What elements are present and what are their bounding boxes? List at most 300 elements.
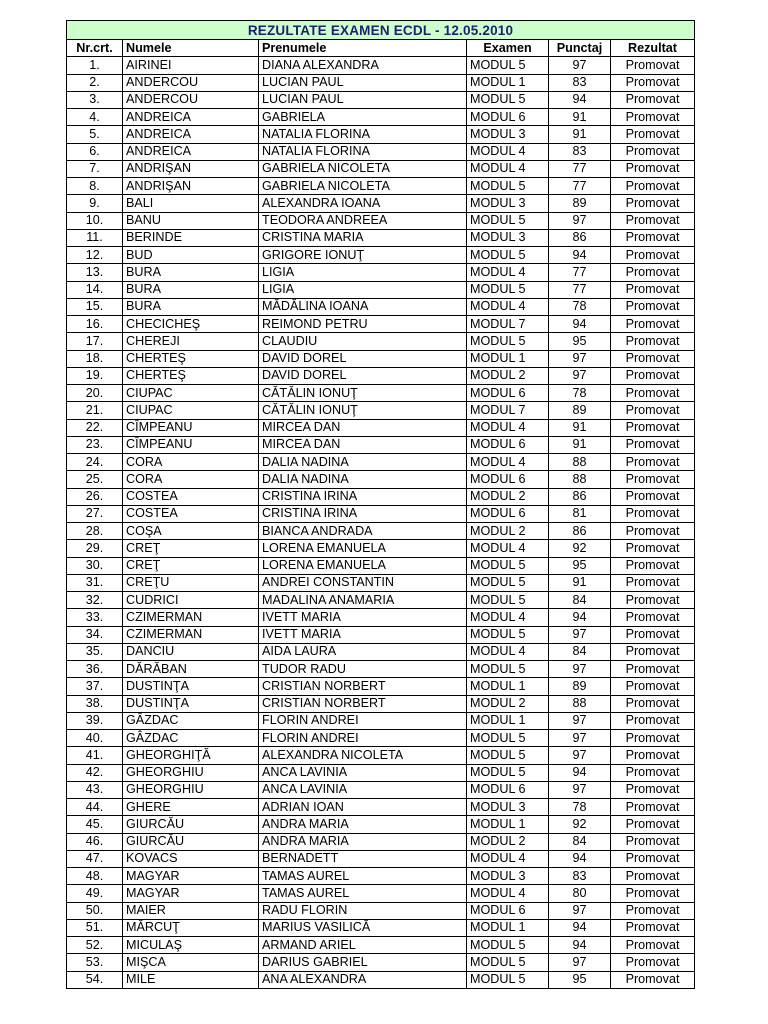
surname-cell: CÎMPEANU xyxy=(123,419,259,436)
table-row xyxy=(67,436,695,453)
score-cell: 86 xyxy=(549,229,611,246)
result-cell: Promovat xyxy=(611,505,695,522)
surname-cell: BERINDE xyxy=(123,229,259,246)
table-row xyxy=(67,316,695,333)
firstname-cell: GRIGORE IONUŢ xyxy=(259,247,467,264)
firstname-cell: LUCIAN PAUL xyxy=(259,74,467,91)
exam-cell: MODUL 4 xyxy=(467,643,549,660)
result-cell: Promovat xyxy=(611,91,695,108)
row-number-cell: 31. xyxy=(67,574,123,591)
table-row xyxy=(67,74,695,91)
score-cell: 97 xyxy=(549,781,611,798)
surname-cell: DUSTINŢA xyxy=(123,695,259,712)
score-cell: 94 xyxy=(549,91,611,108)
firstname-cell: ANDREI CONSTANTIN xyxy=(259,574,467,591)
surname-cell: MAIER xyxy=(123,902,259,919)
table-row xyxy=(67,471,695,488)
row-number-cell: 7. xyxy=(67,160,123,177)
firstname-cell: TAMAS AUREL xyxy=(259,868,467,885)
score-cell: 89 xyxy=(549,195,611,212)
result-cell: Promovat xyxy=(611,264,695,281)
firstname-cell: NATALIA FLORINA xyxy=(259,126,467,143)
exam-cell: MODUL 4 xyxy=(467,454,549,471)
row-number-cell: 18. xyxy=(67,350,123,367)
exam-cell: MODUL 7 xyxy=(467,402,549,419)
score-cell: 97 xyxy=(549,954,611,971)
firstname-cell: MĂDĂLINA IOANA xyxy=(259,298,467,315)
score-cell: 81 xyxy=(549,505,611,522)
exam-cell: MODUL 5 xyxy=(467,281,549,298)
score-cell: 77 xyxy=(549,160,611,177)
exam-cell: MODUL 4 xyxy=(467,885,549,902)
firstname-cell: ARMAND ARIEL xyxy=(259,937,467,954)
firstname-cell: AIDA LAURA xyxy=(259,643,467,660)
result-cell: Promovat xyxy=(611,247,695,264)
score-cell: 78 xyxy=(549,385,611,402)
surname-cell: CREŢ xyxy=(123,557,259,574)
score-cell: 91 xyxy=(549,436,611,453)
score-cell: 84 xyxy=(549,643,611,660)
row-number-cell: 9. xyxy=(67,195,123,212)
surname-cell: CHERTEŞ xyxy=(123,350,259,367)
result-cell: Promovat xyxy=(611,574,695,591)
firstname-cell: CRISTIAN NORBERT xyxy=(259,678,467,695)
table-row xyxy=(67,195,695,212)
results-sheet xyxy=(66,20,694,989)
score-cell: 92 xyxy=(549,540,611,557)
table-row xyxy=(67,937,695,954)
table-row xyxy=(67,626,695,643)
result-cell: Promovat xyxy=(611,540,695,557)
table-row xyxy=(67,454,695,471)
result-cell: Promovat xyxy=(611,695,695,712)
exam-cell: MODUL 5 xyxy=(467,971,549,988)
exam-cell: MODUL 3 xyxy=(467,126,549,143)
table-row xyxy=(67,212,695,229)
exam-cell: MODUL 3 xyxy=(467,868,549,885)
firstname-cell: MIRCEA DAN xyxy=(259,419,467,436)
results-table xyxy=(66,20,695,989)
result-cell: Promovat xyxy=(611,885,695,902)
result-cell: Promovat xyxy=(611,74,695,91)
table-row xyxy=(67,764,695,781)
exam-cell: MODUL 5 xyxy=(467,661,549,678)
row-number-cell: 24. xyxy=(67,454,123,471)
score-cell: 86 xyxy=(549,523,611,540)
exam-cell: MODUL 2 xyxy=(467,367,549,384)
exam-cell: MODUL 3 xyxy=(467,799,549,816)
exam-cell: MODUL 6 xyxy=(467,505,549,522)
score-cell: 97 xyxy=(549,626,611,643)
result-cell: Promovat xyxy=(611,298,695,315)
surname-cell: BURA xyxy=(123,298,259,315)
firstname-cell: CĂTĂLIN IONUŢ xyxy=(259,385,467,402)
row-number-cell: 22. xyxy=(67,419,123,436)
table-row xyxy=(67,799,695,816)
firstname-cell: CRISTINA MARIA xyxy=(259,229,467,246)
score-cell: 83 xyxy=(549,74,611,91)
result-cell: Promovat xyxy=(611,833,695,850)
score-cell: 88 xyxy=(549,695,611,712)
table-row xyxy=(67,402,695,419)
surname-cell: CHECICHEŞ xyxy=(123,316,259,333)
table-row xyxy=(67,643,695,660)
row-number-cell: 14. xyxy=(67,281,123,298)
exam-cell: MODUL 4 xyxy=(467,540,549,557)
result-cell: Promovat xyxy=(611,557,695,574)
result-cell: Promovat xyxy=(611,436,695,453)
firstname-cell: ADRIAN IOAN xyxy=(259,799,467,816)
row-number-cell: 5. xyxy=(67,126,123,143)
row-number-cell: 8. xyxy=(67,178,123,195)
firstname-cell: LIGIA xyxy=(259,281,467,298)
surname-cell: GHERE xyxy=(123,799,259,816)
surname-cell: ANDERCOU xyxy=(123,91,259,108)
surname-cell: CUDRICI xyxy=(123,592,259,609)
table-row xyxy=(67,281,695,298)
firstname-cell: CRISTINA IRINA xyxy=(259,505,467,522)
table-row xyxy=(67,678,695,695)
score-cell: 84 xyxy=(549,592,611,609)
firstname-cell: CRISTIAN NORBERT xyxy=(259,695,467,712)
score-cell: 77 xyxy=(549,264,611,281)
firstname-cell: ANDRA MARIA xyxy=(259,816,467,833)
table-row xyxy=(67,143,695,160)
firstname-cell: ANCA LAVINIA xyxy=(259,764,467,781)
exam-cell: MODUL 4 xyxy=(467,419,549,436)
score-cell: 94 xyxy=(549,937,611,954)
surname-cell: DĂRĂBAN xyxy=(123,661,259,678)
exam-cell: MODUL 6 xyxy=(467,385,549,402)
score-cell: 91 xyxy=(549,574,611,591)
header-punctaj: Punctaj xyxy=(549,40,611,57)
exam-cell: MODUL 5 xyxy=(467,730,549,747)
firstname-cell: TAMAS AUREL xyxy=(259,885,467,902)
row-number-cell: 21. xyxy=(67,402,123,419)
result-cell: Promovat xyxy=(611,902,695,919)
table-row xyxy=(67,833,695,850)
row-number-cell: 42. xyxy=(67,764,123,781)
exam-cell: MODUL 6 xyxy=(467,781,549,798)
exam-cell: MODUL 1 xyxy=(467,816,549,833)
row-number-cell: 17. xyxy=(67,333,123,350)
score-cell: 84 xyxy=(549,833,611,850)
firstname-cell: IVETT MARIA xyxy=(259,609,467,626)
table-row xyxy=(67,385,695,402)
row-number-cell: 48. xyxy=(67,868,123,885)
table-row xyxy=(67,695,695,712)
firstname-cell: FLORIN ANDREI xyxy=(259,730,467,747)
row-number-cell: 41. xyxy=(67,747,123,764)
firstname-cell: DAVID DOREL xyxy=(259,350,467,367)
exam-cell: MODUL 5 xyxy=(467,747,549,764)
row-number-cell: 34. xyxy=(67,626,123,643)
exam-cell: MODUL 5 xyxy=(467,937,549,954)
row-number-cell: 32. xyxy=(67,592,123,609)
firstname-cell: ANCA LAVINIA xyxy=(259,781,467,798)
score-cell: 89 xyxy=(549,402,611,419)
header-rezultat: Rezultat xyxy=(611,40,695,57)
row-number-cell: 19. xyxy=(67,367,123,384)
exam-cell: MODUL 4 xyxy=(467,609,549,626)
result-cell: Promovat xyxy=(611,178,695,195)
row-number-cell: 2. xyxy=(67,74,123,91)
row-number-cell: 53. xyxy=(67,954,123,971)
firstname-cell: LORENA EMANUELA xyxy=(259,540,467,557)
row-number-cell: 16. xyxy=(67,316,123,333)
surname-cell: MILE xyxy=(123,971,259,988)
surname-cell: CIUPAC xyxy=(123,402,259,419)
surname-cell: CÎMPEANU xyxy=(123,436,259,453)
score-cell: 94 xyxy=(549,609,611,626)
exam-cell: MODUL 6 xyxy=(467,436,549,453)
firstname-cell: IVETT MARIA xyxy=(259,626,467,643)
result-cell: Promovat xyxy=(611,764,695,781)
score-cell: 97 xyxy=(549,730,611,747)
firstname-cell: GABRIELA NICOLETA xyxy=(259,178,467,195)
exam-cell: MODUL 1 xyxy=(467,74,549,91)
result-cell: Promovat xyxy=(611,850,695,867)
row-number-cell: 52. xyxy=(67,937,123,954)
firstname-cell: ANDRA MARIA xyxy=(259,833,467,850)
exam-cell: MODUL 2 xyxy=(467,488,549,505)
score-cell: 77 xyxy=(549,281,611,298)
result-cell: Promovat xyxy=(611,643,695,660)
surname-cell: DUSTINŢA xyxy=(123,678,259,695)
result-cell: Promovat xyxy=(611,229,695,246)
table-row xyxy=(67,730,695,747)
result-cell: Promovat xyxy=(611,333,695,350)
firstname-cell: TUDOR RADU xyxy=(259,661,467,678)
surname-cell: CHEREJI xyxy=(123,333,259,350)
table-row xyxy=(67,971,695,988)
result-cell: Promovat xyxy=(611,609,695,626)
row-number-cell: 45. xyxy=(67,816,123,833)
result-cell: Promovat xyxy=(611,419,695,436)
surname-cell: COŞA xyxy=(123,523,259,540)
header-nr: Nr.crt. xyxy=(67,40,123,57)
surname-cell: CORA xyxy=(123,471,259,488)
row-number-cell: 3. xyxy=(67,91,123,108)
surname-cell: BALI xyxy=(123,195,259,212)
score-cell: 97 xyxy=(549,661,611,678)
table-row xyxy=(67,574,695,591)
row-number-cell: 11. xyxy=(67,229,123,246)
table-row xyxy=(67,919,695,936)
title-row xyxy=(67,21,695,40)
row-number-cell: 30. xyxy=(67,557,123,574)
surname-cell: CREŢU xyxy=(123,574,259,591)
table-title: REZULTATE EXAMEN ECDL - 12.05.2010 xyxy=(67,21,695,40)
score-cell: 86 xyxy=(549,488,611,505)
surname-cell: COSTEA xyxy=(123,488,259,505)
header-prenumele: Prenumele xyxy=(259,40,467,57)
row-number-cell: 46. xyxy=(67,833,123,850)
row-number-cell: 33. xyxy=(67,609,123,626)
result-cell: Promovat xyxy=(611,592,695,609)
firstname-cell: ALEXANDRA IOANA xyxy=(259,195,467,212)
score-cell: 78 xyxy=(549,799,611,816)
score-cell: 78 xyxy=(549,298,611,315)
exam-cell: MODUL 5 xyxy=(467,626,549,643)
score-cell: 97 xyxy=(549,57,611,74)
exam-cell: MODUL 2 xyxy=(467,833,549,850)
firstname-cell: MIRCEA DAN xyxy=(259,436,467,453)
exam-cell: MODUL 3 xyxy=(467,229,549,246)
surname-cell: ANDERCOU xyxy=(123,74,259,91)
firstname-cell: DALIA NADINA xyxy=(259,454,467,471)
exam-cell: MODUL 5 xyxy=(467,247,549,264)
table-body xyxy=(67,57,695,989)
score-cell: 94 xyxy=(549,764,611,781)
score-cell: 95 xyxy=(549,557,611,574)
table-row xyxy=(67,57,695,74)
firstname-cell: ANA ALEXANDRA xyxy=(259,971,467,988)
table-row xyxy=(67,419,695,436)
header-numele: Numele xyxy=(123,40,259,57)
result-cell: Promovat xyxy=(611,350,695,367)
result-cell: Promovat xyxy=(611,402,695,419)
result-cell: Promovat xyxy=(611,316,695,333)
surname-cell: GHEORGHIU xyxy=(123,764,259,781)
surname-cell: CZIMERMAN xyxy=(123,609,259,626)
firstname-cell: GABRIELA NICOLETA xyxy=(259,160,467,177)
row-number-cell: 1. xyxy=(67,57,123,74)
exam-cell: MODUL 4 xyxy=(467,850,549,867)
score-cell: 94 xyxy=(549,247,611,264)
table-row xyxy=(67,954,695,971)
firstname-cell: BERNADETT xyxy=(259,850,467,867)
exam-cell: MODUL 4 xyxy=(467,143,549,160)
surname-cell: MAGYAR xyxy=(123,885,259,902)
exam-cell: MODUL 1 xyxy=(467,678,549,695)
result-cell: Promovat xyxy=(611,747,695,764)
surname-cell: KOVACS xyxy=(123,850,259,867)
exam-cell: MODUL 5 xyxy=(467,91,549,108)
exam-cell: MODUL 7 xyxy=(467,316,549,333)
score-cell: 80 xyxy=(549,885,611,902)
result-cell: Promovat xyxy=(611,160,695,177)
surname-cell: CHERTEŞ xyxy=(123,367,259,384)
surname-cell: GHEORGHIU xyxy=(123,781,259,798)
firstname-cell: LUCIAN PAUL xyxy=(259,91,467,108)
exam-cell: MODUL 1 xyxy=(467,350,549,367)
row-number-cell: 50. xyxy=(67,902,123,919)
row-number-cell: 25. xyxy=(67,471,123,488)
result-cell: Promovat xyxy=(611,109,695,126)
table-row xyxy=(67,592,695,609)
firstname-cell: DIANA ALEXANDRA xyxy=(259,57,467,74)
firstname-cell: GABRIELA xyxy=(259,109,467,126)
surname-cell: COSTEA xyxy=(123,505,259,522)
exam-cell: MODUL 3 xyxy=(467,195,549,212)
table-row xyxy=(67,488,695,505)
exam-cell: MODUL 2 xyxy=(467,523,549,540)
row-number-cell: 51. xyxy=(67,919,123,936)
firstname-cell: CĂTĂLIN IONUŢ xyxy=(259,402,467,419)
row-number-cell: 28. xyxy=(67,523,123,540)
table-row xyxy=(67,505,695,522)
table-row xyxy=(67,609,695,626)
score-cell: 95 xyxy=(549,971,611,988)
score-cell: 97 xyxy=(549,212,611,229)
result-cell: Promovat xyxy=(611,126,695,143)
firstname-cell: FLORIN ANDREI xyxy=(259,712,467,729)
exam-cell: MODUL 5 xyxy=(467,574,549,591)
row-number-cell: 6. xyxy=(67,143,123,160)
row-number-cell: 47. xyxy=(67,850,123,867)
table-row xyxy=(67,109,695,126)
surname-cell: CORA xyxy=(123,454,259,471)
table-row xyxy=(67,178,695,195)
result-cell: Promovat xyxy=(611,367,695,384)
table-row xyxy=(67,850,695,867)
firstname-cell: DALIA NADINA xyxy=(259,471,467,488)
surname-cell: MICULAŞ xyxy=(123,937,259,954)
exam-cell: MODUL 1 xyxy=(467,919,549,936)
firstname-cell: DARIUS GABRIEL xyxy=(259,954,467,971)
result-cell: Promovat xyxy=(611,816,695,833)
row-number-cell: 26. xyxy=(67,488,123,505)
row-number-cell: 29. xyxy=(67,540,123,557)
exam-cell: MODUL 5 xyxy=(467,333,549,350)
table-row xyxy=(67,868,695,885)
table-row xyxy=(67,557,695,574)
exam-cell: MODUL 4 xyxy=(467,298,549,315)
table-row xyxy=(67,126,695,143)
surname-cell: ANDRIŞAN xyxy=(123,160,259,177)
table-row xyxy=(67,661,695,678)
firstname-cell: REIMOND PETRU xyxy=(259,316,467,333)
score-cell: 91 xyxy=(549,109,611,126)
table-row xyxy=(67,333,695,350)
result-cell: Promovat xyxy=(611,385,695,402)
table-row xyxy=(67,264,695,281)
surname-cell: BANU xyxy=(123,212,259,229)
firstname-cell: CLAUDIU xyxy=(259,333,467,350)
result-cell: Promovat xyxy=(611,661,695,678)
exam-cell: MODUL 5 xyxy=(467,764,549,781)
result-cell: Promovat xyxy=(611,712,695,729)
score-cell: 92 xyxy=(549,816,611,833)
surname-cell: CREŢ xyxy=(123,540,259,557)
row-number-cell: 54. xyxy=(67,971,123,988)
surname-cell: DANCIU xyxy=(123,643,259,660)
row-number-cell: 10. xyxy=(67,212,123,229)
firstname-cell: DAVID DOREL xyxy=(259,367,467,384)
table-row xyxy=(67,229,695,246)
score-cell: 97 xyxy=(549,712,611,729)
surname-cell: BURA xyxy=(123,264,259,281)
row-number-cell: 15. xyxy=(67,298,123,315)
surname-cell: ANDREICA xyxy=(123,109,259,126)
firstname-cell: RADU FLORIN xyxy=(259,902,467,919)
surname-cell: CZIMERMAN xyxy=(123,626,259,643)
score-cell: 83 xyxy=(549,143,611,160)
firstname-cell: MARIUS VASILICĂ xyxy=(259,919,467,936)
result-cell: Promovat xyxy=(611,488,695,505)
row-number-cell: 23. xyxy=(67,436,123,453)
result-cell: Promovat xyxy=(611,143,695,160)
row-number-cell: 37. xyxy=(67,678,123,695)
result-cell: Promovat xyxy=(611,954,695,971)
firstname-cell: LORENA EMANUELA xyxy=(259,557,467,574)
surname-cell: AIRINEI xyxy=(123,57,259,74)
surname-cell: GIURCĂU xyxy=(123,816,259,833)
result-cell: Promovat xyxy=(611,57,695,74)
score-cell: 83 xyxy=(549,868,611,885)
exam-cell: MODUL 5 xyxy=(467,212,549,229)
